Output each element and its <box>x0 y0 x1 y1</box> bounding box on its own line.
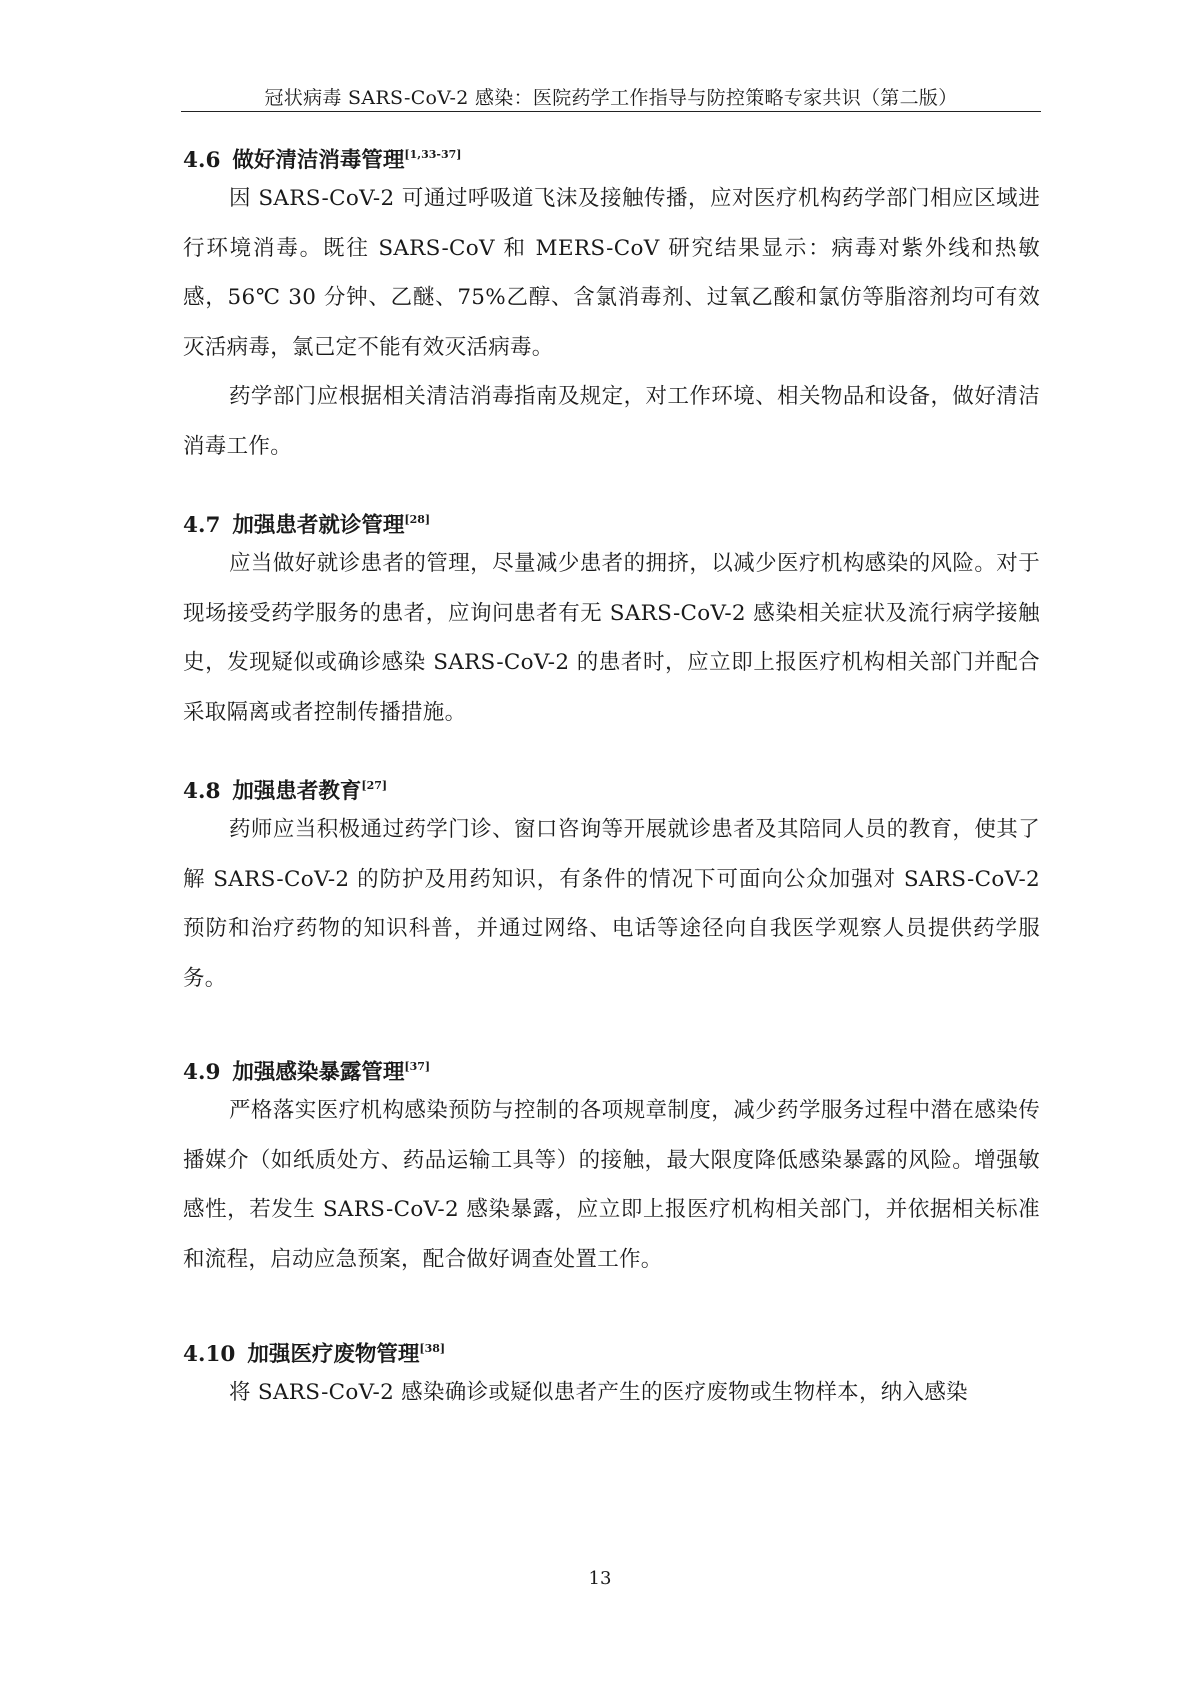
section-title: 加强感染暴露管理 <box>232 1060 405 1085</box>
section-heading <box>183 771 1040 805</box>
page-number: 13 <box>588 1568 612 1589</box>
section-number: 4.10 <box>183 1342 236 1367</box>
section-number: 4.9 <box>183 1060 221 1085</box>
paragraph: 药师应当积极通过药学门诊、窗口咨询等开展就诊患者及其陪同人员的教育，使其了解 SARS-CoV-2 的防护及用药知识，有条件的情况下可面向公众加强对 SARS-CoV-2 预防和治疗药物的知识科普，并通过网络、电话等途径向自我医学观察人员提供药学服务。 <box>183 817 1040 991</box>
running-header: 冠状病毒 SARS-CoV-2 感染：医院药学工作指导与防控策略专家共识（第二版） <box>264 87 958 109</box>
section-heading <box>183 140 1040 174</box>
section-4-7 <box>183 505 1040 737</box>
section-number: 4.8 <box>183 779 221 804</box>
section-number: 4.7 <box>183 513 221 538</box>
section-heading <box>183 1334 1040 1368</box>
paragraph: 严格落实医疗机构感染预防与控制的各项规章制度，减少药学服务过程中潜在感染传播媒介（如纸质处方、药品运输工具等）的接触，最大限度降低感染暴露的风险。增强敏感性，若发生 SARS-CoV-2 感染暴露，应立即上报医疗机构相关部门，并依据相关标准和流程，启动应急预案，配合做好调查处置工作。 <box>183 1098 1040 1272</box>
citation-ref: [28] <box>404 513 431 526</box>
citation-ref: [37] <box>404 1060 431 1073</box>
paragraph: 药学部门应根据相关清洁消毒指南及规定，对工作环境、相关物品和设备，做好清洁消毒工作。 <box>183 384 1040 459</box>
citation-ref: [1,33-37] <box>404 148 462 161</box>
header-rule <box>181 111 1041 112</box>
section-title: 加强医疗废物管理 <box>247 1342 420 1367</box>
section-4-10 <box>183 1334 1040 1418</box>
section-heading <box>183 505 1040 539</box>
section-4-8 <box>183 771 1040 1003</box>
paragraph: 应当做好就诊患者的管理，尽量减少患者的拥挤，以减少医疗机构感染的风险。对于现场接受药学服务的患者，应询问患者有无 SARS-CoV-2 感染相关症状及流行病学接触史，发现疑似或确诊感染 SARS-CoV-2 的患者时，应立即上报医疗机构相关部门并配合采取隔离或者控制传播措施。 <box>183 551 1040 725</box>
section-title: 做好清洁消毒管理 <box>232 148 405 173</box>
citation-ref: [38] <box>419 1342 446 1355</box>
section-4-9 <box>183 1052 1040 1284</box>
section-number: 4.6 <box>183 148 221 173</box>
paragraph: 因 SARS-CoV-2 可通过呼吸道飞沫及接触传播，应对医疗机构药学部门相应区域进行环境消毒。既往 SARS-CoV 和 MERS-CoV 研究结果显示：病毒对紫外线和热敏感，56℃ 30 分钟、乙醚、75%乙醇、含氯消毒剂、过氧乙酸和氯仿等脂溶剂均可有效灭活病毒，氯己定不能有效灭活病毒。 <box>183 186 1040 360</box>
section-4-6 <box>183 140 1040 471</box>
section-heading <box>183 1052 1040 1086</box>
paragraph: 将 SARS-CoV-2 感染确诊或疑似患者产生的医疗废物或生物样本，纳入感染 <box>229 1380 968 1405</box>
section-title: 加强患者就诊管理 <box>232 513 405 538</box>
citation-ref: [27] <box>361 779 388 792</box>
section-title: 加强患者教育 <box>232 779 362 804</box>
